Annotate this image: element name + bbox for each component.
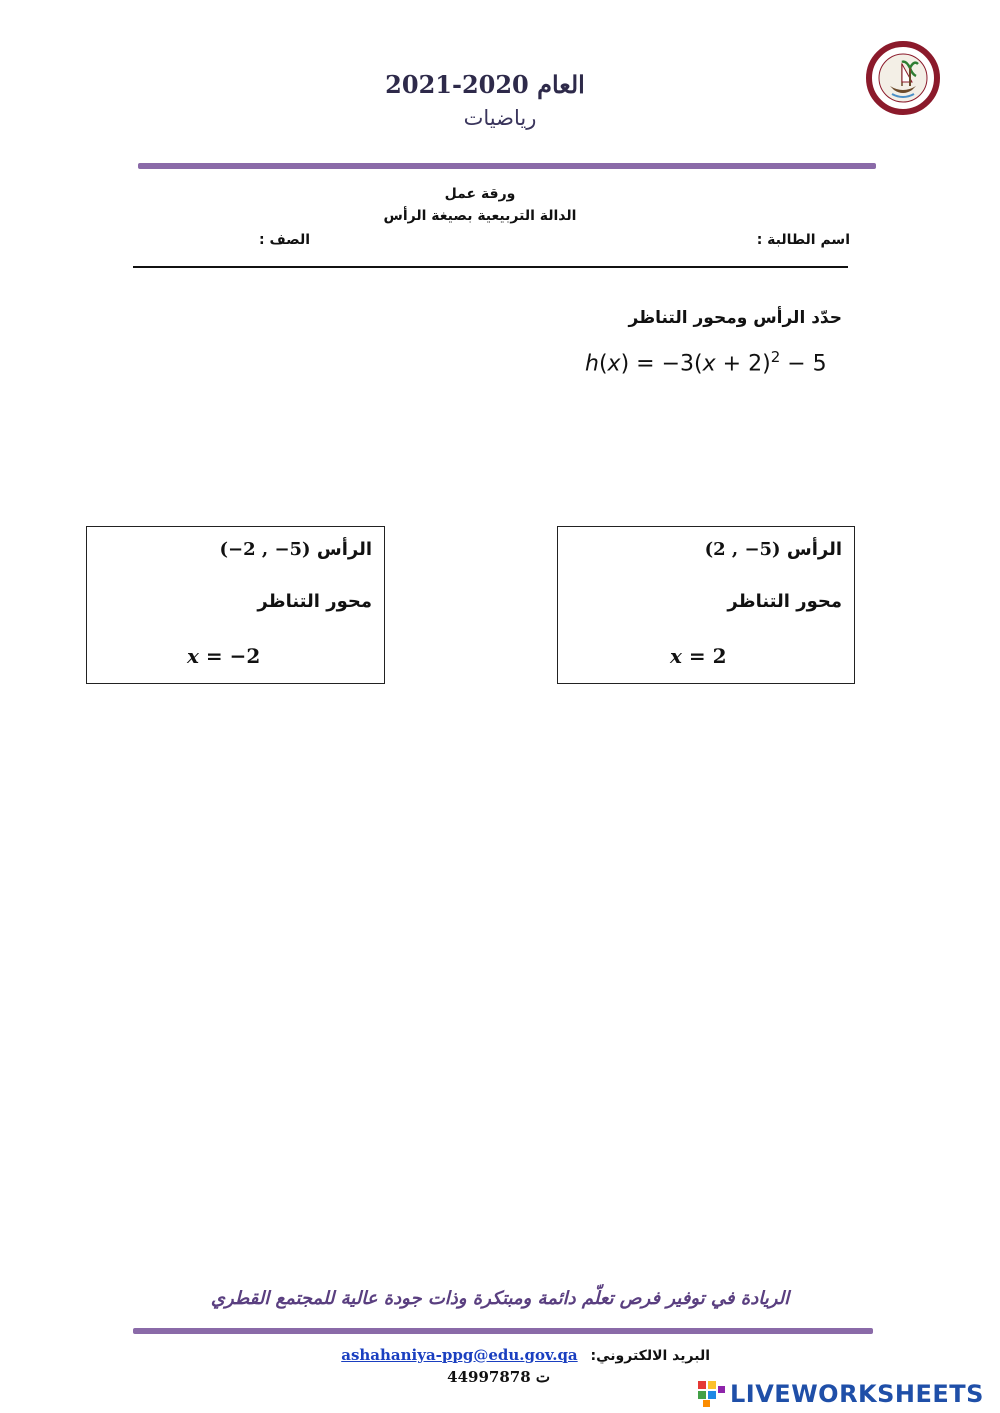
axis-var: x — [670, 644, 682, 668]
answer-box-right — [557, 526, 855, 684]
phone-label: ت — [535, 1368, 550, 1386]
function-const: − 5 — [787, 351, 827, 377]
liveworksheets-watermark[interactable] — [698, 1378, 998, 1410]
class-label: الصف : — [259, 232, 310, 248]
footer-slogan: الريادة في توفير فرص تعلّم دائمة ومبتكرة وذات جودة عالية للمجتمع القطري — [210, 1288, 790, 1309]
function-name: h — [585, 351, 599, 377]
function-coef: −3 — [661, 351, 695, 377]
question-instruction: حدّد الرأس ومحور التناظر — [628, 308, 842, 328]
email-row — [290, 1346, 710, 1364]
function-shift: + 2 — [722, 351, 763, 377]
email-label: البريد الالكتروني: — [590, 1348, 710, 1364]
student-name-label: اسم الطالبة : — [756, 232, 850, 248]
function-var: x — [607, 351, 621, 377]
vertex-value: (−2 , −5) — [219, 539, 311, 560]
name-divider — [133, 266, 848, 268]
axis-label: محور التناظر — [727, 591, 842, 612]
footer-divider — [133, 1328, 873, 1334]
function-inner-var: x — [702, 351, 716, 377]
axis-label: محور التناظر — [257, 591, 372, 612]
phone-number: 44997878 — [447, 1368, 531, 1386]
vertex-row — [701, 539, 842, 560]
liveworksheets-logo-icon — [698, 1381, 726, 1407]
axis-equation — [187, 644, 260, 668]
axis-eq-value: = 2 — [688, 644, 727, 668]
function-power: 2 — [770, 348, 781, 366]
subject-title: رياضيات — [463, 106, 537, 130]
worksheet-title: ورقة عمل — [444, 186, 516, 202]
worksheet-topic: الدالة التربيعية بصيغة الرأس — [383, 208, 577, 224]
question-function: $h(x) = -3(x + 2)^2 - 5$ — [585, 348, 827, 377]
vertex-row — [216, 539, 372, 560]
watermark-text: LIVEWORKSHEETS — [730, 1380, 984, 1408]
header-divider — [138, 163, 876, 169]
email-link[interactable]: ashahaniya-ppg@edu.gov.qa — [341, 1346, 578, 1364]
ministry-logo — [866, 34, 940, 128]
axis-var: x — [187, 644, 199, 668]
vertex-value: (2 , −5) — [704, 539, 781, 560]
phone-row — [400, 1368, 550, 1386]
answer-box-left — [86, 526, 385, 684]
axis-eq-value: = −2 — [205, 644, 261, 668]
axis-equation — [670, 644, 727, 668]
vertex-label: الرأس — [786, 539, 842, 560]
academic-year: العام 2020-2021 — [385, 70, 585, 99]
vertex-label: الرأس — [316, 539, 372, 560]
